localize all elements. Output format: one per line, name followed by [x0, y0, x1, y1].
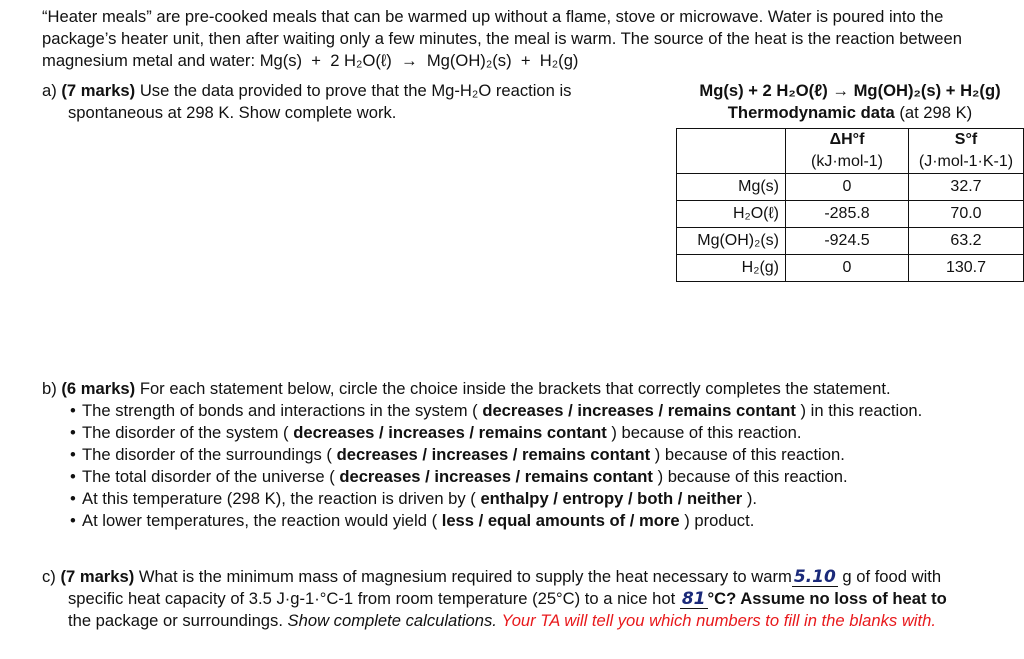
s-cell: 32.7 [909, 174, 1024, 201]
intro-text: “Heater meals” are pre-cooked meals that can be warmed up without a flame, stove or microwave. Water is poured into the package’s heater unit, then after waiting only a few minutes, the meal is warm. The source of the heat is the reaction between magnesium metal and water: [42, 7, 962, 70]
question-c [42, 566, 1018, 632]
statement-pre: The disorder of the surroundings ( [82, 445, 337, 464]
list-item [42, 422, 1018, 444]
header-s-unit: (J·mol-1·K-1) [918, 153, 1014, 170]
reaction-equation: Mg(s) + 2 H₂O(ℓ) → Mg(OH)₂(s) + H₂(g) [259, 51, 579, 70]
dh-cell: 0 [786, 174, 909, 201]
question-c-italic: Show complete calculations. [287, 611, 497, 630]
thermo-table [676, 128, 1024, 282]
list-item [42, 510, 1018, 532]
question-c-text-4: °C? Assume no loss of heat to [707, 589, 947, 608]
statement-choices[interactable]: decreases / increases / remains contant [336, 445, 651, 464]
statement-choices[interactable]: decreases / increases / remains contant [293, 423, 607, 442]
statement-post: ) because of this reaction. [606, 423, 802, 442]
statement-choices[interactable]: decreases / increases / remains contant [482, 401, 796, 420]
question-c-marks: (7 marks) [60, 567, 135, 586]
statement-post: ) product. [679, 511, 755, 530]
header-dh [786, 129, 909, 174]
question-c-line-3 [42, 610, 1018, 632]
question-c-text-2: g of food with [837, 567, 942, 586]
header-dh-symbol: ΔH°f [829, 131, 865, 148]
question-b-marks: (6 marks) [61, 379, 136, 398]
question-b [42, 378, 1018, 532]
thermo-header-row [677, 129, 1024, 174]
header-blank [677, 129, 786, 174]
s-cell: 70.0 [909, 201, 1024, 228]
question-a-text-1: Use the data provided to prove that the Mg-H₂O reaction is [139, 81, 572, 100]
question-c-text-3: specific heat capacity of 3.5 J·g-1·°C-1 from room temperature (25°C) to a nice hot [68, 589, 680, 608]
question-b-text: For each statement below, circle the choice inside the brackets that correctly completes the statement. [139, 379, 891, 398]
statement-choices[interactable]: decreases / increases / remains contant [339, 467, 653, 486]
s-cell: 63.2 [909, 228, 1024, 255]
question-b-label: b) [42, 379, 57, 398]
dh-cell: -285.8 [786, 201, 909, 228]
thermo-title-temp: (at 298 K) [899, 103, 973, 122]
list-item [42, 466, 1018, 488]
species-cell: Mg(s) [677, 174, 786, 201]
list-item [42, 488, 1018, 510]
dh-cell: 0 [786, 255, 909, 282]
question-a-label: a) [42, 81, 57, 100]
dh-cell: -924.5 [786, 228, 909, 255]
header-s [909, 129, 1024, 174]
thermo-title-bold: Thermodynamic data [727, 103, 895, 122]
thermo-title [676, 102, 1024, 124]
statement-post: ) because of this reaction. [650, 445, 845, 464]
statement-post: ) because of this reaction. [652, 467, 848, 486]
species-cell: H₂O(ℓ) [677, 201, 786, 228]
statement-pre: The disorder of the system ( [82, 423, 294, 442]
statement-choices[interactable]: enthalpy / entropy / both / neither [480, 489, 743, 508]
statement-choices[interactable]: less / equal amounts of / more [441, 511, 680, 530]
question-c-text-5: the package or surroundings. [68, 611, 288, 630]
thermo-data-box [676, 80, 1024, 282]
statement-pre: At lower temperatures, the reaction would yield ( [82, 511, 442, 530]
statement-pre: The strength of bonds and interactions in the system ( [82, 401, 483, 420]
list-item [42, 444, 1018, 466]
mass-blank[interactable]: 5.10 [793, 567, 836, 587]
statement-post: ) in this reaction. [795, 401, 923, 420]
question-c-line-2 [42, 588, 1018, 610]
question-c-label: c) [42, 567, 56, 586]
question-a [42, 80, 662, 124]
s-cell: 130.7 [909, 255, 1024, 282]
species-cell: H₂(g) [677, 255, 786, 282]
question-a-text-2: spontaneous at 298 K. Show complete work. [68, 103, 397, 122]
table-row [677, 228, 1024, 255]
statement-list [42, 400, 1018, 532]
header-s-symbol: S°f [954, 131, 978, 148]
header-dh-unit: (kJ·mol-1) [811, 153, 883, 170]
species-cell: Mg(OH)₂(s) [677, 228, 786, 255]
statement-pre: The total disorder of the universe ( [82, 467, 340, 486]
list-item [42, 400, 1018, 422]
table-row [677, 174, 1024, 201]
question-c-text-1: What is the minimum mass of magnesium required to supply the heat necessary to warm [138, 567, 792, 586]
statement-pre: At this temperature (298 K), the reaction is driven by ( [82, 489, 481, 508]
temperature-blank[interactable]: 81 [681, 589, 706, 609]
statement-post: ). [742, 489, 758, 508]
thermo-reaction: Mg(s) + 2 H₂O(ℓ) → Mg(OH)₂(s) + H₂(g) [699, 81, 1001, 100]
table-row [677, 255, 1024, 282]
question-a-marks: (7 marks) [61, 81, 136, 100]
ta-instruction: Your TA will tell you which numbers to fill in the blanks with. [501, 611, 936, 630]
intro-paragraph [42, 6, 1018, 72]
table-row [677, 201, 1024, 228]
